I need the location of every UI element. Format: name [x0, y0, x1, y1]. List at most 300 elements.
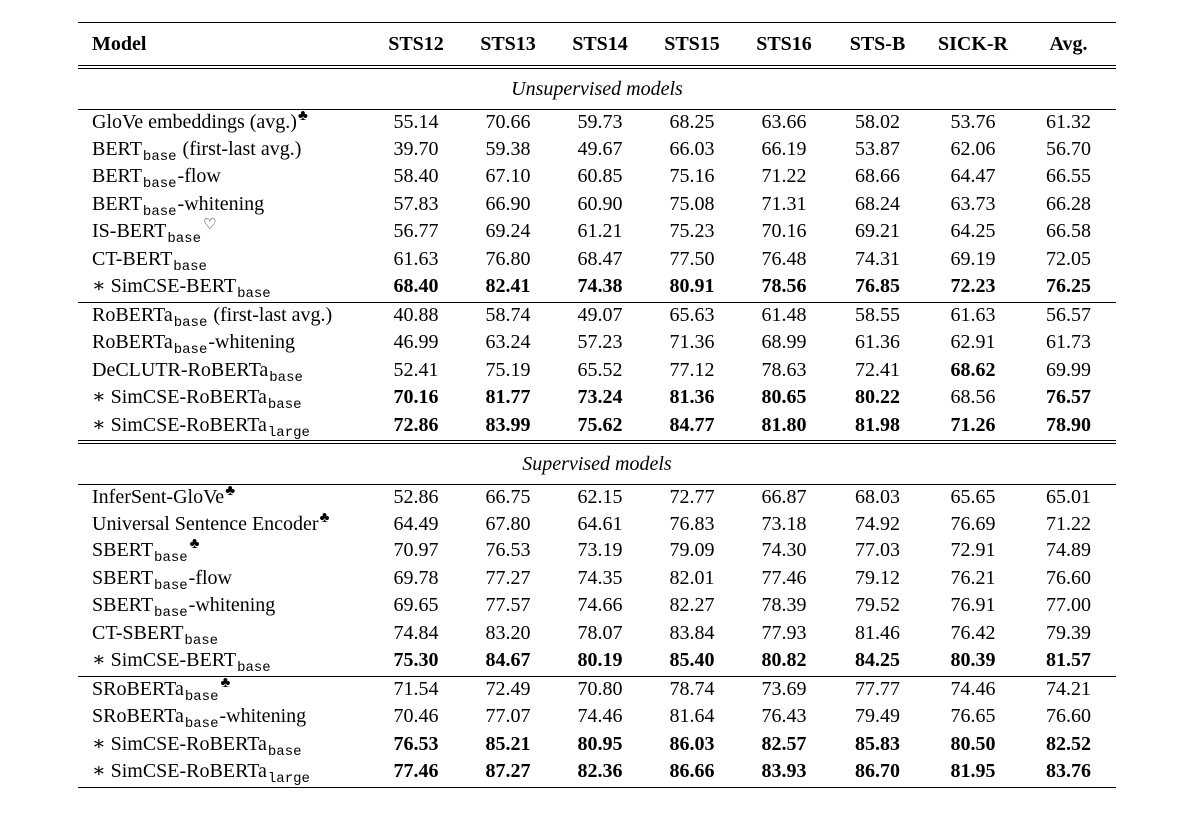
- score-cell: 56.77: [393, 220, 439, 242]
- heart-symbol-icon: ♡: [202, 217, 217, 233]
- club-symbol-icon: ♣: [297, 108, 308, 124]
- score-cell: 81.36: [669, 386, 715, 408]
- score-cell: 66.87: [761, 486, 807, 508]
- score-cell: 83.76: [1021, 759, 1116, 787]
- model-name-cell: [78, 274, 370, 302]
- header-sick-r: SICK-R: [925, 23, 1021, 68]
- score-cell: 56.57: [1046, 303, 1091, 326]
- score-cell: 69.65: [393, 594, 439, 616]
- score-cell: 71.31: [761, 192, 807, 215]
- model-name-cell: [78, 247, 370, 275]
- score-cell: 66.55: [1046, 165, 1091, 187]
- score-cell: 74.89: [1046, 539, 1091, 561]
- score-cell: 63.66: [761, 111, 807, 133]
- score-cell: 64.61: [577, 512, 623, 535]
- model-name-cell: [78, 219, 370, 247]
- score-cell: 69.78: [393, 566, 439, 589]
- model-name: SRoBERTa: [92, 705, 184, 727]
- table-row: [78, 538, 1116, 566]
- score-cell: 73.69: [761, 677, 807, 700]
- model-name-cell: [78, 509, 370, 539]
- score-cell: 78.56: [738, 274, 830, 302]
- score-cell: 63.24: [485, 331, 531, 353]
- score-cell: 81.95: [925, 759, 1021, 787]
- table-row: [78, 485, 1116, 512]
- model-subscript: base: [267, 397, 302, 413]
- club-symbol-icon: ♣: [225, 483, 236, 499]
- section-row: [78, 442, 1116, 485]
- table-row: [78, 302, 1116, 330]
- score-cell: 72.86: [370, 413, 462, 443]
- score-cell: 74.84: [393, 621, 439, 644]
- score-cell: 65.01: [1046, 486, 1091, 508]
- table-row: [78, 274, 1116, 302]
- score-cell: 80.39: [925, 648, 1021, 676]
- score-cell: 77.07: [485, 705, 531, 727]
- score-cell: 73.24: [577, 386, 623, 408]
- score-cell: 72.23: [925, 274, 1021, 302]
- model-name: SRoBERTa: [92, 677, 184, 700]
- score-cell: 72.91: [950, 539, 996, 561]
- model-name-cell: [78, 538, 370, 566]
- score-cell: 77.77: [855, 677, 900, 700]
- score-cell: 86.70: [830, 759, 925, 787]
- score-cell: 76.43: [761, 705, 807, 727]
- score-cell: 85.83: [855, 732, 900, 755]
- model-name: IS-BERT: [92, 220, 167, 242]
- score-cell: 70.80: [577, 677, 623, 700]
- results-table: [78, 22, 1116, 788]
- model-subscript: base: [167, 231, 201, 247]
- score-cell: 46.99: [393, 331, 439, 353]
- score-cell: 82.41: [462, 274, 554, 302]
- model-name: BERT: [92, 192, 142, 215]
- score-cell: 66.28: [1046, 192, 1091, 215]
- table-row: [78, 219, 1116, 247]
- score-cell: 68.47: [577, 247, 623, 270]
- score-cell: 53.76: [950, 111, 996, 133]
- model-name: CT-BERT: [92, 247, 173, 270]
- score-cell: 75.16: [669, 165, 715, 187]
- table-row: [78, 676, 1116, 704]
- score-cell: 84.77: [646, 413, 738, 443]
- score-cell: 86.66: [646, 759, 738, 787]
- table-row: [78, 358, 1116, 386]
- score-cell: 77.12: [669, 358, 715, 381]
- score-cell: 82.01: [669, 566, 715, 589]
- model-subscript: base: [184, 716, 219, 732]
- score-cell: 76.80: [485, 247, 531, 270]
- model-subscript: base: [142, 148, 177, 165]
- table-row: [78, 385, 1116, 413]
- score-cell: 72.77: [669, 486, 715, 508]
- score-cell: 60.85: [577, 165, 623, 187]
- model-name: ∗ SimCSE-BERT: [92, 649, 237, 671]
- model-suffix: -whitening: [177, 192, 265, 215]
- score-cell: 71.36: [669, 331, 715, 353]
- score-cell: 78.63: [761, 358, 807, 381]
- score-cell: 68.99: [761, 331, 807, 353]
- score-cell: 80.82: [738, 648, 830, 676]
- table-row: [78, 164, 1116, 192]
- model-subscript: base: [184, 688, 219, 705]
- table-row: [78, 566, 1116, 594]
- score-cell: 69.21: [855, 220, 900, 242]
- model-name-cell: [78, 110, 370, 137]
- model-name: RoBERTa: [92, 303, 173, 326]
- model-suffix: -whitening: [219, 705, 307, 727]
- score-cell: 74.30: [761, 539, 807, 561]
- score-cell: 76.91: [950, 594, 996, 616]
- score-cell: 66.75: [485, 486, 531, 508]
- score-cell: 76.42: [950, 621, 996, 644]
- score-cell: 68.03: [855, 486, 900, 508]
- model-name: GloVe embeddings (avg.): [92, 111, 297, 133]
- score-cell: 64.49: [393, 512, 439, 535]
- model-name: BERT: [92, 165, 142, 187]
- score-cell: 58.74: [485, 303, 531, 326]
- score-cell: 68.56: [950, 386, 996, 408]
- model-subscript: base: [173, 258, 207, 275]
- score-cell: 70.16: [761, 220, 807, 242]
- model-name-cell: [78, 192, 370, 220]
- score-cell: 68.25: [669, 111, 715, 133]
- score-cell: 62.91: [950, 331, 996, 353]
- table-row: [78, 732, 1116, 760]
- score-cell: 62.06: [950, 137, 996, 160]
- score-cell: 64.25: [950, 220, 996, 242]
- model-subscript: base: [184, 632, 219, 649]
- table-row: [78, 192, 1116, 220]
- score-cell: 86.03: [669, 732, 715, 755]
- score-cell: 70.16: [393, 386, 439, 408]
- score-cell: 79.12: [855, 566, 900, 589]
- score-cell: 80.50: [950, 732, 996, 755]
- model-subscript: large: [267, 424, 310, 441]
- model-subscript: base: [173, 342, 208, 358]
- score-cell: 71.54: [393, 677, 439, 700]
- score-cell: 81.57: [1021, 648, 1116, 676]
- model-name: SBERT: [92, 539, 154, 561]
- score-cell: 77.00: [1046, 594, 1091, 616]
- score-cell: 74.66: [577, 594, 623, 616]
- score-cell: 61.63: [950, 303, 996, 326]
- score-cell: 77.93: [761, 621, 807, 644]
- score-cell: 83.20: [485, 621, 531, 644]
- model-subscript: base: [237, 660, 271, 676]
- score-cell: 78.07: [577, 621, 623, 644]
- score-cell: 79.39: [1046, 621, 1091, 644]
- model-name: DeCLUTR-RoBERTa: [92, 358, 269, 381]
- score-cell: 70.66: [485, 111, 531, 133]
- score-cell: 69.99: [1046, 358, 1091, 381]
- table-row: [78, 247, 1116, 275]
- score-cell: 49.07: [577, 303, 623, 326]
- header-sts16: STS16: [738, 23, 830, 68]
- model-subscript: base: [142, 176, 177, 192]
- model-name-cell: [78, 593, 370, 621]
- score-cell: 80.65: [761, 386, 807, 408]
- table-body: [78, 67, 1116, 787]
- score-cell: 65.52: [577, 358, 623, 381]
- model-name: ∗ SimCSE-BERT: [92, 275, 237, 297]
- model-name-cell: [78, 302, 370, 330]
- score-cell: 78.90: [1021, 413, 1116, 443]
- table-row: [78, 759, 1116, 787]
- model-name-cell: [78, 485, 370, 512]
- model-subscript: large: [267, 771, 310, 787]
- score-cell: 76.53: [393, 732, 439, 755]
- club-symbol-icon: ♣: [189, 536, 200, 552]
- model-name-cell: [78, 566, 370, 594]
- score-cell: 65.63: [669, 303, 715, 326]
- model-subscript: base: [154, 577, 188, 594]
- score-cell: 61.32: [1046, 111, 1091, 133]
- score-cell: 76.60: [1046, 566, 1091, 589]
- score-cell: 58.02: [855, 111, 900, 133]
- model-name: RoBERTa: [92, 331, 173, 353]
- score-cell: 77.03: [855, 539, 900, 561]
- score-cell: 76.83: [669, 512, 715, 535]
- model-name: InferSent-GloVe: [92, 486, 225, 508]
- score-cell: 74.92: [855, 512, 900, 535]
- score-cell: 69.19: [950, 247, 996, 270]
- section-row: [78, 67, 1116, 110]
- score-cell: 66.19: [761, 137, 807, 160]
- score-cell: 80.22: [855, 386, 900, 408]
- header-sts14: STS14: [554, 23, 646, 68]
- score-cell: 81.80: [738, 413, 830, 443]
- model-name: Universal Sentence Encoder: [92, 512, 319, 535]
- model-name: ∗ SimCSE-RoBERTa: [92, 386, 267, 408]
- header-model: Model: [78, 23, 370, 68]
- score-cell: 75.08: [669, 192, 715, 215]
- table-row: [78, 593, 1116, 621]
- score-cell: 72.41: [855, 358, 900, 381]
- score-cell: 74.38: [554, 274, 646, 302]
- model-name: ∗ SimCSE-RoBERTa: [92, 413, 267, 436]
- score-cell: 68.24: [855, 192, 900, 215]
- score-cell: 75.23: [669, 220, 715, 242]
- table-row: [78, 648, 1116, 676]
- score-cell: 63.73: [950, 192, 996, 215]
- header-sts-b: STS-B: [830, 23, 925, 68]
- score-cell: 72.49: [485, 677, 531, 700]
- model-name-cell: [78, 358, 370, 386]
- score-cell: 83.99: [462, 413, 554, 443]
- model-name: ∗ SimCSE-RoBERTa: [92, 732, 267, 755]
- model-subscript: base: [173, 314, 208, 331]
- score-cell: 74.31: [855, 247, 900, 270]
- score-cell: 74.21: [1046, 677, 1091, 700]
- score-cell: 77.57: [485, 594, 531, 616]
- model-subscript: base: [154, 605, 188, 621]
- score-cell: 78.74: [669, 677, 715, 700]
- model-name-cell: [78, 648, 370, 676]
- score-cell: 71.22: [761, 165, 807, 187]
- model-name-cell: [78, 676, 370, 704]
- header-row: [78, 23, 1116, 68]
- score-cell: 59.38: [485, 137, 531, 160]
- score-cell: 49.67: [577, 137, 623, 160]
- header-sts13: STS13: [462, 23, 554, 68]
- score-cell: 76.69: [950, 512, 996, 535]
- score-cell: 82.36: [554, 759, 646, 787]
- model-name-cell: [78, 413, 370, 443]
- score-cell: 70.97: [393, 539, 439, 561]
- score-cell: 57.83: [393, 192, 439, 215]
- score-cell: 58.40: [393, 165, 439, 187]
- score-cell: 70.46: [393, 705, 439, 727]
- score-cell: 62.15: [577, 486, 623, 508]
- model-name: ∗ SimCSE-RoBERTa: [92, 760, 267, 782]
- score-cell: 57.23: [577, 331, 623, 353]
- table-row: [78, 413, 1116, 443]
- model-name-cell: [78, 704, 370, 732]
- score-cell: 85.21: [485, 732, 531, 755]
- model-subscript: base: [154, 550, 188, 566]
- score-cell: 82.57: [761, 732, 807, 755]
- score-cell: 76.60: [1046, 705, 1091, 727]
- score-cell: 85.40: [646, 648, 738, 676]
- score-cell: 74.46: [950, 677, 996, 700]
- score-cell: 80.95: [577, 732, 623, 755]
- score-cell: 39.70: [393, 137, 439, 160]
- score-cell: 82.52: [1046, 732, 1091, 755]
- score-cell: 61.48: [761, 303, 807, 326]
- score-cell: 53.87: [855, 137, 900, 160]
- score-cell: 67.10: [485, 165, 531, 187]
- model-name-cell: [78, 164, 370, 192]
- score-cell: 81.98: [830, 413, 925, 443]
- score-cell: 80.91: [646, 274, 738, 302]
- score-cell: 76.53: [485, 539, 531, 561]
- model-name-cell: [78, 330, 370, 358]
- table-row: [78, 621, 1116, 649]
- score-cell: 65.65: [950, 486, 996, 508]
- model-name: CT-SBERT: [92, 621, 184, 644]
- score-cell: 79.52: [855, 594, 900, 616]
- score-cell: 68.40: [370, 274, 462, 302]
- score-cell: 67.80: [485, 512, 531, 535]
- score-cell: 84.25: [830, 648, 925, 676]
- model-name-cell: [78, 759, 370, 787]
- score-cell: 40.88: [393, 303, 439, 326]
- score-cell: 81.64: [669, 705, 715, 727]
- model-subscript: base: [267, 743, 302, 760]
- header-avg: Avg.: [1021, 23, 1116, 68]
- section-title: Unsupervised models: [78, 67, 1116, 110]
- score-cell: 66.90: [485, 192, 531, 215]
- score-cell: 76.48: [761, 247, 807, 270]
- score-cell: 76.85: [830, 274, 925, 302]
- model-name-cell: [78, 137, 370, 165]
- score-cell: 66.03: [669, 137, 715, 160]
- score-cell: 73.18: [761, 512, 807, 535]
- score-cell: 59.73: [577, 111, 623, 133]
- score-cell: 75.62: [554, 413, 646, 443]
- model-subscript: base: [237, 286, 271, 302]
- model-subscript: base: [142, 203, 177, 220]
- score-cell: 68.62: [950, 358, 996, 381]
- score-cell: 61.36: [855, 331, 900, 353]
- score-cell: 52.86: [393, 486, 439, 508]
- table-row: [78, 110, 1116, 137]
- score-cell: 81.46: [855, 621, 900, 644]
- model-suffix: -whitening: [208, 331, 295, 353]
- score-cell: 55.14: [393, 111, 439, 133]
- table-row: [78, 137, 1116, 165]
- model-name: SBERT: [92, 594, 154, 616]
- model-name-cell: [78, 385, 370, 413]
- score-cell: 84.67: [462, 648, 554, 676]
- score-cell: 52.41: [393, 358, 439, 381]
- score-cell: 61.21: [577, 220, 623, 242]
- score-cell: 58.55: [855, 303, 900, 326]
- score-cell: 76.65: [950, 705, 996, 727]
- table-row: [78, 512, 1116, 539]
- score-cell: 83.93: [738, 759, 830, 787]
- score-cell: 82.27: [669, 594, 715, 616]
- model-name: BERT: [92, 137, 142, 160]
- score-cell: 79.49: [855, 705, 900, 727]
- score-cell: 56.70: [1046, 137, 1091, 160]
- section-title: Supervised models: [78, 442, 1116, 485]
- model-suffix: (first-last avg.): [208, 303, 333, 326]
- model-subscript: base: [269, 369, 303, 386]
- score-cell: 60.90: [577, 192, 623, 215]
- score-cell: 64.47: [950, 165, 996, 187]
- score-cell: 78.39: [761, 594, 807, 616]
- score-cell: 76.21: [950, 566, 996, 589]
- score-cell: 77.46: [761, 566, 807, 589]
- score-cell: 69.24: [485, 220, 531, 242]
- score-cell: 75.30: [370, 648, 462, 676]
- model-name-cell: [78, 732, 370, 760]
- header-sts12: STS12: [370, 23, 462, 68]
- model-name: SBERT: [92, 566, 154, 589]
- score-cell: 71.26: [925, 413, 1021, 443]
- score-cell: 79.09: [669, 539, 715, 561]
- score-cell: 83.84: [669, 621, 715, 644]
- score-cell: 66.58: [1046, 220, 1091, 242]
- club-symbol-icon: ♣: [220, 674, 231, 691]
- score-cell: 75.19: [485, 358, 531, 381]
- club-symbol-icon: ♣: [319, 509, 330, 526]
- header-sts15: STS15: [646, 23, 738, 68]
- score-cell: 77.46: [370, 759, 462, 787]
- score-cell: 76.57: [1046, 386, 1091, 408]
- score-cell: 80.19: [554, 648, 646, 676]
- model-name-cell: [78, 621, 370, 649]
- score-cell: 74.46: [577, 705, 623, 727]
- score-cell: 74.35: [577, 566, 623, 589]
- score-cell: 76.25: [1021, 274, 1116, 302]
- score-cell: 77.27: [485, 566, 531, 589]
- score-cell: 71.22: [1046, 512, 1091, 535]
- model-suffix: -whitening: [188, 594, 276, 616]
- model-suffix: (first-last avg.): [177, 137, 302, 160]
- score-cell: 87.27: [462, 759, 554, 787]
- score-cell: 81.77: [485, 386, 531, 408]
- table-row: [78, 330, 1116, 358]
- score-cell: 61.73: [1046, 331, 1091, 353]
- score-cell: 77.50: [669, 247, 715, 270]
- table-row: [78, 704, 1116, 732]
- score-cell: 61.63: [393, 247, 439, 270]
- model-suffix: -flow: [177, 165, 221, 187]
- score-cell: 72.05: [1046, 247, 1091, 270]
